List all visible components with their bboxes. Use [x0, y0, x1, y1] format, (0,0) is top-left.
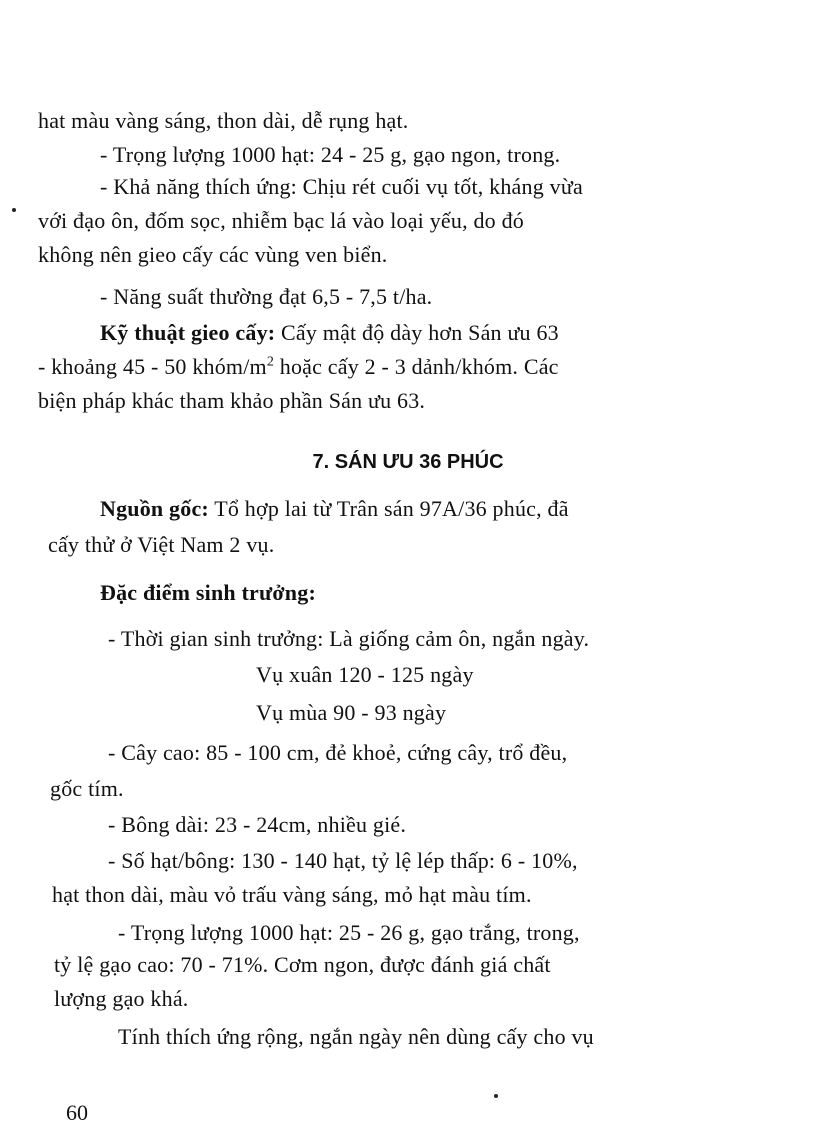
- paragraph-line: - Số hạt/bông: 130 - 140 hạt, tỷ lệ lép thấp: 6 - 10%,: [108, 848, 578, 873]
- density-text-cont: hoặc cấy 2 - 3 dảnh/khóm. Các: [274, 354, 559, 379]
- paragraph-line: - Năng suất thường đạt 6,5 - 7,5 t/ha.: [100, 284, 433, 309]
- paragraph-line: hạt thon dài, màu vỏ trấu vàng sáng, mỏ hạt màu tím.: [52, 882, 532, 907]
- paragraph-line: cấy thử ở Việt Nam 2 vụ.: [48, 532, 275, 557]
- density-text: - khoảng 45 - 50 khóm/m: [38, 354, 267, 379]
- paragraph-line: - Khả năng thích ứng: Chịu rét cuối vụ tốt, kháng vừa: [100, 174, 583, 199]
- paragraph-line: - Bông dài: 23 - 24cm, nhiều gié.: [108, 812, 407, 837]
- subheading: Đặc điểm sinh trưởng:: [100, 580, 316, 605]
- paragraph-line: Tính thích ứng rộng, ngắn ngày nên dùng cấy cho vụ: [118, 1024, 594, 1049]
- scan-speck: [494, 1094, 498, 1098]
- paragraph-line: hat màu vàng sáng, thon dài, dễ rụng hạt.: [38, 108, 409, 133]
- scan-speck: [12, 208, 16, 212]
- paragraph-line: lượng gạo khá.: [54, 986, 189, 1011]
- paragraph-line: không nên gieo cấy các vùng ven biển.: [38, 242, 388, 267]
- paragraph-line: [0, 352, 816, 382]
- paragraph-line: Vụ mùa 90 - 93 ngày: [256, 700, 447, 725]
- paragraph-line: - Trọng lượng 1000 hạt: 24 - 25 g, gạo ngon, trong.: [100, 142, 561, 167]
- origin-text: Tổ hợp lai từ Trân sán 97A/36 phúc, đã: [208, 496, 569, 521]
- paragraph-line: - Trọng lượng 1000 hạt: 25 - 26 g, gạo trắng, trong,: [118, 920, 580, 945]
- origin-label: Nguồn gốc:: [100, 496, 209, 521]
- paragraph-line: - Thời gian sinh trưởng: Là giống cảm ôn, ngắn ngày.: [108, 626, 590, 651]
- technique-label: Kỹ thuật gieo cấy:: [100, 320, 276, 345]
- paragraph-line: - Cây cao: 85 - 100 cm, đẻ khoẻ, cứng cây, trổ đều,: [108, 740, 568, 765]
- paragraph-line: [0, 494, 816, 524]
- paragraph-line: Vụ xuân 120 - 125 ngày: [256, 662, 474, 687]
- paragraph-line: tỷ lệ gạo cao: 70 - 71%. Cơm ngon, được đánh giá chất: [54, 952, 551, 977]
- paragraph-line: gốc tím.: [50, 776, 124, 801]
- technique-text: Cấy mật độ dày hơn Sán ưu 63: [275, 320, 559, 345]
- section-heading: 7. SÁN ƯU 36 PHÚC: [312, 451, 504, 473]
- superscript: 2: [266, 354, 275, 370]
- paragraph-line: với đạo ôn, đốm sọc, nhiễm bạc lá vào loại yếu, do đó: [38, 208, 524, 233]
- paragraph-line: biện pháp khác tham khảo phần Sán ưu 63.: [38, 388, 426, 413]
- page-number: 60: [66, 1100, 88, 1125]
- paragraph-line: [0, 318, 816, 348]
